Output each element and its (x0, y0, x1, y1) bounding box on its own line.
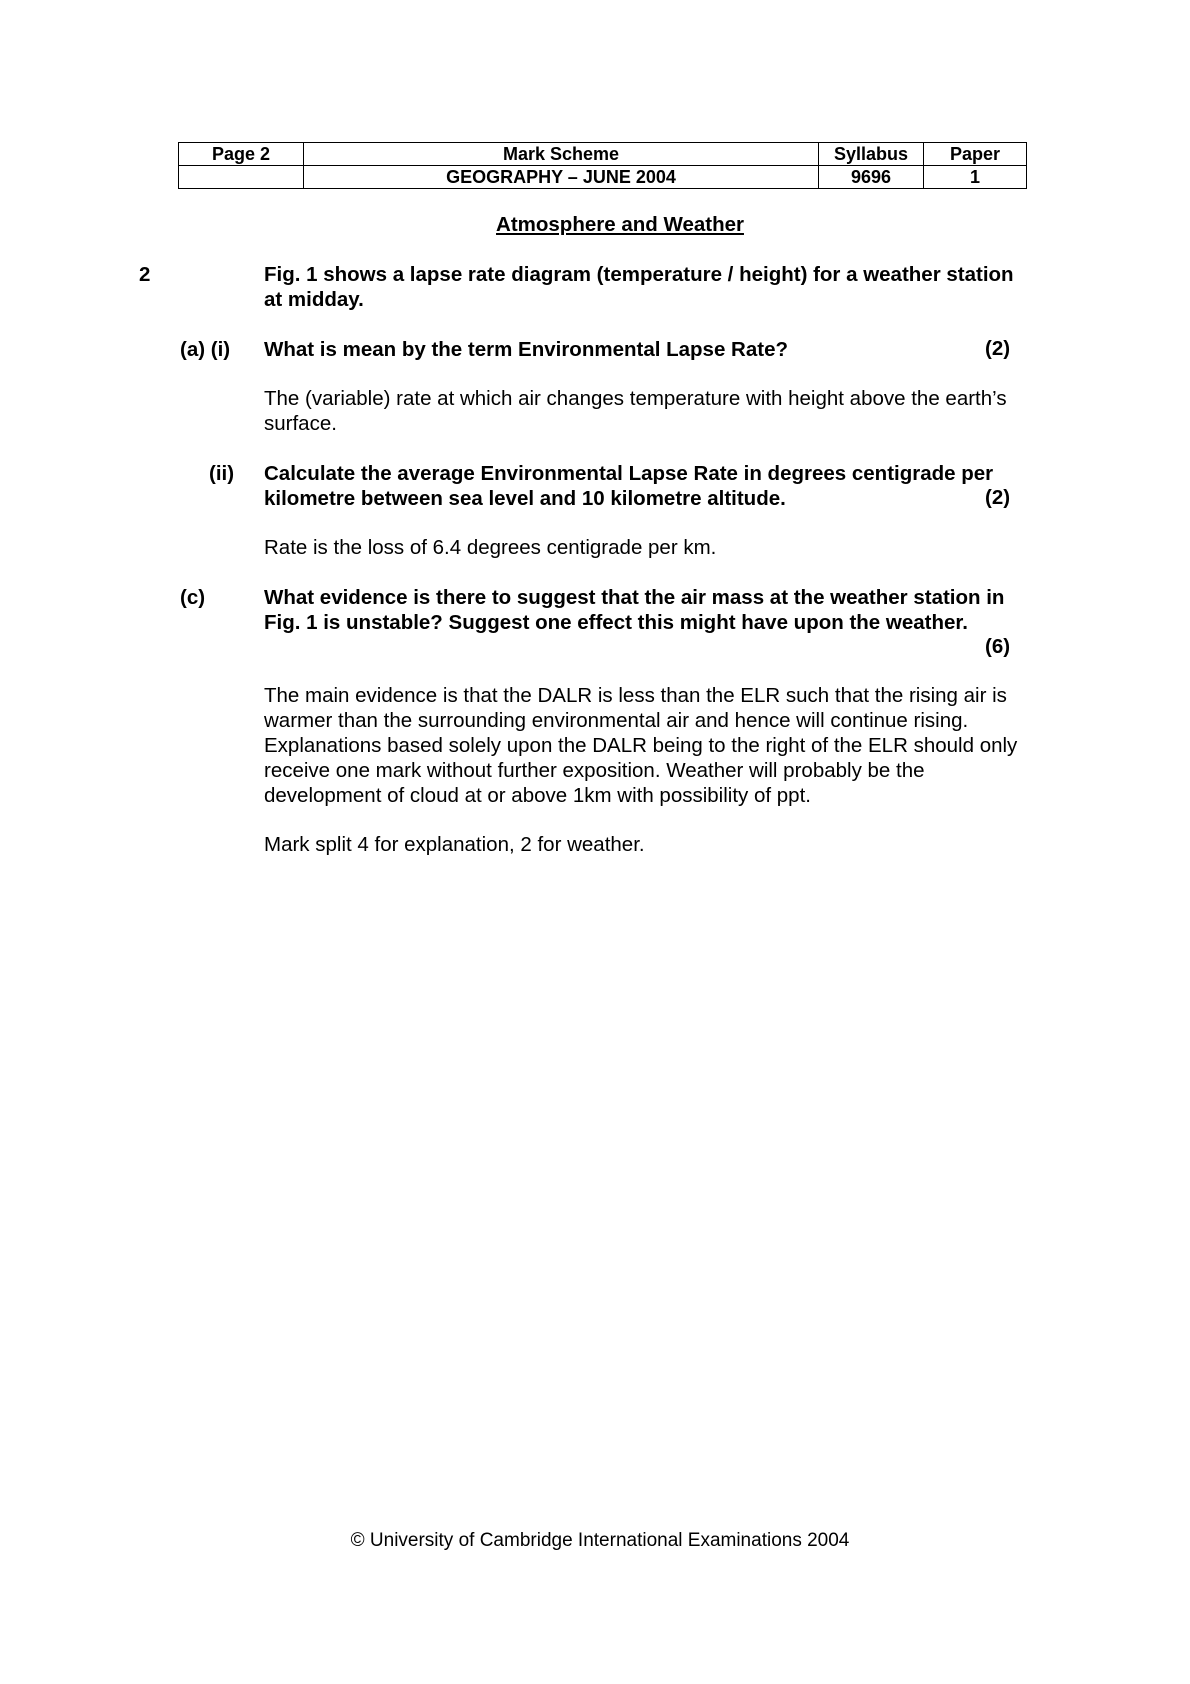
part-a-ii-answer: Rate is the loss of 6.4 degrees centigrade per km. (264, 536, 717, 559)
part-a-ii-marks: (2) (985, 486, 1011, 509)
part-a-ii-question (264, 461, 993, 511)
doc-type: Mark Scheme (304, 143, 819, 166)
part-c-question (264, 585, 1004, 635)
page-label: Page 2 (179, 143, 304, 166)
question-intro (264, 262, 1014, 312)
part-c-question-line-1: What evidence is there to suggest that the air mass at the weather station in (264, 586, 1005, 609)
part-c-answer-line-2: warmer than the surrounding environmental air and hence will continue rising. (264, 709, 969, 732)
part-c-answer-line-4: receive one mark without further exposition. Weather will probably be the (264, 759, 925, 782)
syllabus-label: Syllabus (819, 143, 924, 166)
part-c-mark-split: Mark split 4 for explanation, 2 for weather. (264, 833, 645, 856)
part-a-ii-label: (ii) (209, 462, 235, 485)
header-table (178, 142, 1027, 189)
part-a-i-answer-line-2: surface. (264, 412, 337, 435)
part-a-ii-question-line-1: Calculate the average Environmental Lapse Rate in degrees centigrade per (264, 462, 994, 485)
part-c-marks: (6) (985, 635, 1011, 658)
part-c-answer (264, 683, 1017, 808)
question-intro-line-2: at midday. (264, 288, 364, 311)
question-intro-line-1: Fig. 1 shows a lapse rate diagram (temperature / height) for a weather station (264, 263, 1014, 286)
footer-copyright: © University of Cambridge International Examinations 2004 (350, 1530, 850, 1551)
part-a-i-marks: (2) (985, 337, 1011, 360)
paper-value: 1 (924, 166, 1027, 189)
subject-exam: GEOGRAPHY – JUNE 2004 (304, 166, 819, 189)
part-c-label: (c) (180, 586, 206, 609)
part-a-ii-question-line-2: kilometre between sea level and 10 kilometre altitude. (264, 487, 786, 510)
page-empty-cell (179, 166, 304, 189)
section-title: Atmosphere and Weather (496, 213, 744, 236)
part-c-question-line-2: Fig. 1 is unstable? Suggest one effect this might have upon the weather. (264, 611, 968, 634)
part-a-i-answer (264, 386, 1007, 436)
part-a-i-answer-line-1: The (variable) rate at which air changes temperature with height above the earth’s (264, 387, 1007, 410)
part-a-i-label: (a) (i) (180, 338, 231, 361)
header-row-1 (179, 143, 1027, 166)
question-number: 2 (139, 263, 151, 286)
paper-label: Paper (924, 143, 1027, 166)
part-c-answer-line-5: development of cloud at or above 1km with possibility of ppt. (264, 784, 811, 807)
part-c-answer-line-3: Explanations based solely upon the DALR being to the right of the ELR should only (264, 734, 1018, 757)
header-row-2 (179, 166, 1027, 189)
syllabus-value: 9696 (819, 166, 924, 189)
part-c-answer-line-1: The main evidence is that the DALR is less than the ELR such that the rising air is (264, 684, 1007, 707)
part-a-i-question: What is mean by the term Environmental Lapse Rate? (264, 338, 789, 361)
